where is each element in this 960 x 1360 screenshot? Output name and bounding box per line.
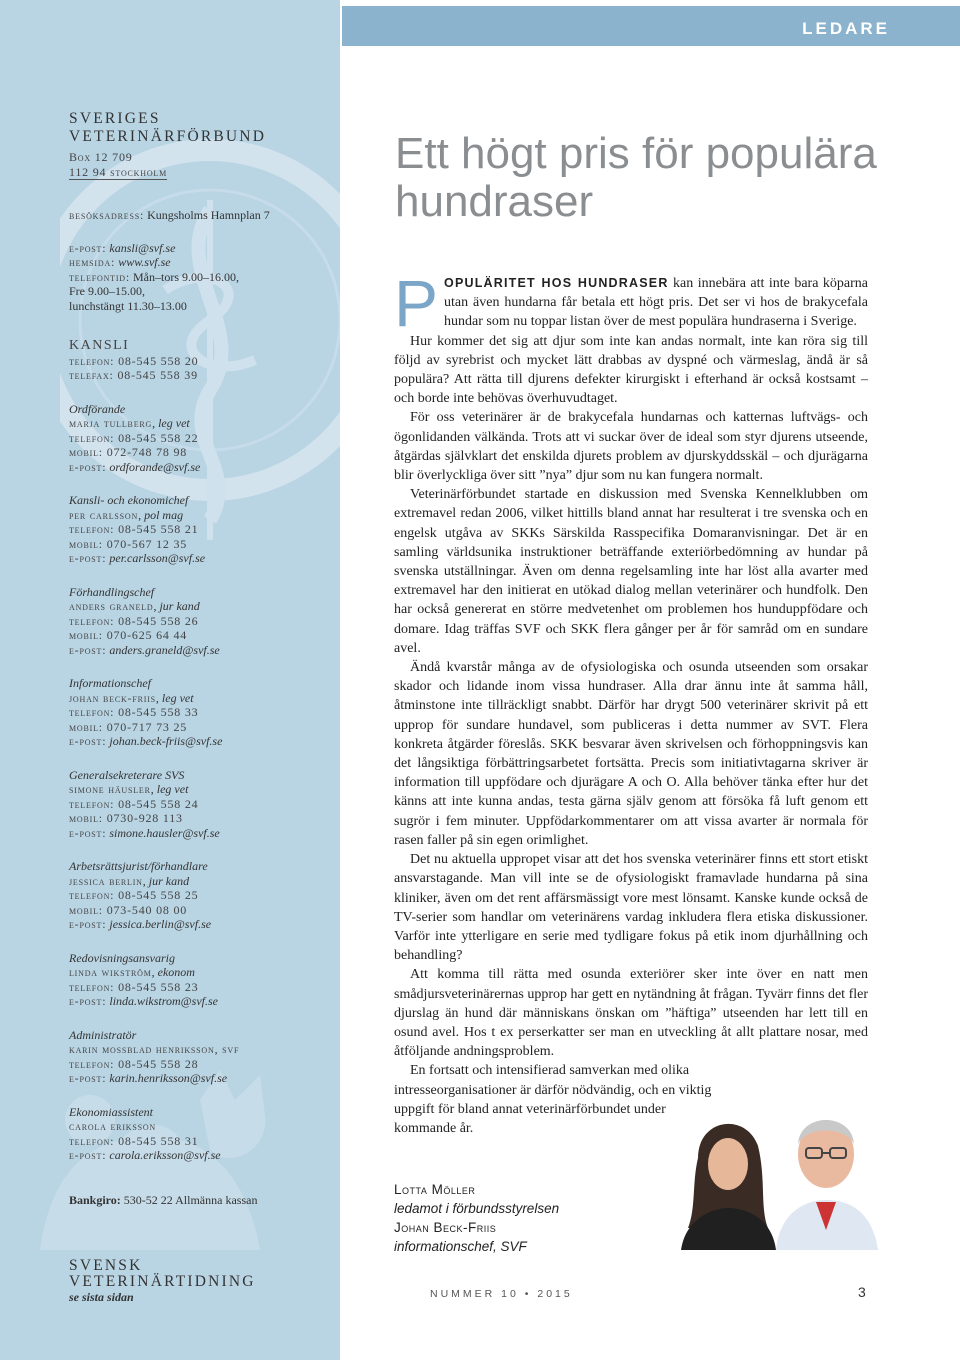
issue-footer — [430, 1288, 573, 1300]
staff-email-link[interactable]: ordforande@svf.se — [109, 459, 201, 474]
drop-cap: P — [394, 266, 439, 340]
general-contact: e-post: kansli@svf.se hemsida: www.svf.se telefontid: Mån–tors 9.00–16.00, Fre 9.00–15.00, lunchstängt 11.30–13.00 — [69, 240, 240, 313]
article-paragraph: Ändå kvarstår många av de ofysiologiska och osunda utseenden som orsakar skador och lidande inom vissa hundraser. Alla drar ännu inte åt samma håll, åtminstone inte tillräckligt snabbt. Därför har drygt 500 veterinärer skrivit på ett upprop för sundare hundavel, som publiceras i detta nummer av SVT. Flera konkreta åtgärder föreslås. SKK besvarar även skrivelsen och förhoppningsvis kan det långsiktiga förbättringsarbetet fortsätta. Precis som initiativtagarna skriver är information till uppfödare och djurägare A och O. Alla behöver tänka efter hur det känns att inte kunna andas, testa gärna själv genom att försöka få luft genom ett sugrör i fem minuter. Uppfödarkommentarer om att vissa avarter är normala för rasen faller på sin egen orimlighet. — [394, 660, 868, 848]
staff-name-line — [69, 1042, 329, 1057]
staff-phone: mobil: 070-717 73 25 — [69, 719, 188, 734]
staff-phone: telefon: 08-545 558 26 — [69, 613, 199, 628]
staff-contact — [69, 493, 329, 566]
staff-name: carola eriksson — [69, 1119, 157, 1133]
staff-degree: leg vet — [156, 782, 189, 796]
staff-email-label: e-post: — [69, 734, 107, 748]
staff-phone: telefon: 08-545 558 31 — [69, 1133, 199, 1148]
staff-phone: mobil: 0730-928 113 — [69, 811, 183, 825]
staff-email-line — [69, 1071, 329, 1086]
staff-email-label: e-post: — [69, 1071, 107, 1085]
staff-contact — [69, 676, 329, 749]
staff-degree: leg vet — [158, 416, 190, 430]
article-headline: Ett högt pris för populära hundraser — [395, 129, 877, 226]
staff-degree: pol mag — [144, 507, 184, 522]
staff-name: marja tullberg — [69, 416, 153, 430]
staff-phone: telefon: 08-545 558 21 — [69, 522, 199, 536]
staff-name: jessica berlin — [69, 873, 143, 888]
staff-contact — [69, 1105, 329, 1163]
staff-phone: telefon: 08-545 558 24 — [69, 796, 199, 811]
staff-name: anders graneld — [69, 599, 154, 613]
staff-role: Ekonomiassistent — [69, 1104, 153, 1119]
staff-name-line: anders graneld, jur kand — [69, 599, 200, 613]
staff-degree: leg vet — [161, 690, 194, 705]
staff-email-label: e-post: — [69, 994, 107, 1008]
staff-role: Generalsekreterare SVS — [69, 767, 185, 782]
staff-role: Administratör — [69, 1027, 137, 1042]
bank-info: Bankgiro: 530-52 22 Allmänna kassan — [69, 1192, 258, 1207]
staff-email-link[interactable]: anders.graneld@svf.se — [109, 642, 220, 657]
closing-paragraph: En fortsatt och intensifierad samverkan med olika intresseorganisationer är därför nödvändig, och en viktig uppgift för bland annat veterinärförbundet under kommande år. — [394, 1063, 712, 1136]
staff-contact — [69, 402, 329, 475]
website-link[interactable]: www.svf.se — [118, 255, 171, 269]
staff-email-link[interactable]: per.carlsson@svf.se — [109, 551, 206, 565]
staff-name-line: johan beck-friis, leg vet — [69, 690, 194, 705]
staff-email-label: e-post: — [69, 1148, 107, 1162]
staff-name-line: marja tullberg, leg vet — [69, 416, 190, 430]
section-header-band — [342, 6, 960, 46]
organization-name: SVERIGES VETERINÄRFÖRBUND — [69, 110, 267, 145]
staff-contact — [69, 768, 329, 841]
issue-label: NUMMER 10 — [430, 1288, 519, 1300]
postal-address: Box 12 709 112 94 stockholm — [69, 150, 167, 179]
staff-role: Förhandlingschef — [69, 584, 155, 599]
author-name-1: Lotta Möller — [394, 1182, 476, 1197]
article-paragraph: För oss veterinärer är de brakycefala hundarnas och katternas luftvägs- och ögonlidanden välkända. Trots att vi suckar över de ideal som styr djurens utseende, åtgärdas självklart det enskilda djurets problem av djurskyddsskäl – och djurägarna blir överlyckliga över sitt ”nya” djur som nu kan fungera normalt. — [394, 410, 868, 484]
staff-phone: mobil: 073-540 08 00 — [69, 902, 188, 917]
staff-email-label: e-post: — [69, 917, 107, 931]
staff-email-line — [69, 994, 329, 1009]
staff-phone: mobil: 072-748 78 98 — [69, 445, 188, 459]
lead-paragraph: POPULÄRITET HOS HUNDRASER kan innebära att inte bara köparna utan även hundarna får betala ett högt pris. Det ser vi hos de brakycefala hundar som nu toppar listan över de mest populära hundraserna i Sverige. — [394, 266, 868, 340]
author-role-1: ledamot i förbundsstyrelsen — [394, 1201, 560, 1216]
staff-name-line: simone häusler, leg vet — [69, 782, 189, 796]
staff-phone: telefon: 08-545 558 25 — [69, 888, 199, 902]
staff-role: Informationschef — [69, 676, 151, 690]
staff-phone: telefon: 08-545 558 23 — [69, 979, 199, 994]
staff-name: simone häusler — [69, 782, 151, 796]
staff-email-link[interactable]: johan.beck-friis@svf.se — [109, 734, 223, 748]
article-paragraph: Veterinärförbundet startade en diskussion med Svenska Kennelklubben om extremavel redan 2006, vilket hittills bland annat har resulterat i tre svenska och en engelsk utgåva av SKKs Särskilda Rasspecifika Domaranvisningar. Det är en samling världsunika instruktioner beträffande exteriörbedömning av hundar på svenska utställningar. Även om denna regelsamling inte har löst alla avarter med extremavel har den initierat en utökad dialog mellan veterinärer och hundfolk. Den har också genererat en större medvetenhet om problemen hos hunduppfödare och domare. Idag träffas SVF och SKK flera gånger per år för samråd om en sundare avel. — [394, 487, 868, 656]
lead-caps: OPULÄRITET HOS HUNDRASER — [444, 276, 669, 290]
staff-phone: telefon: 08-545 558 22 — [69, 430, 199, 445]
author-role-2: informationschef, SVF — [394, 1239, 527, 1254]
visit-address: besöksadress: Kungsholms Hamnplan 7 — [69, 208, 270, 222]
staff-name: johan beck-friis — [69, 690, 156, 705]
staff-role: Ordförande — [69, 401, 126, 416]
staff-email-line — [69, 734, 329, 749]
kansli-heading: KANSLI — [69, 338, 130, 353]
staff-name-line — [69, 1119, 329, 1134]
article-signature — [394, 1180, 559, 1256]
staff-contact-list — [69, 402, 329, 1163]
author-name-2: Johan Beck-Friis — [394, 1220, 497, 1235]
staff-email-link[interactable]: simone.hausler@svf.se — [109, 825, 220, 840]
staff-email-line — [69, 551, 329, 566]
staff-name: karin mossblad henriksson, svf — [69, 1042, 240, 1056]
staff-contact — [69, 951, 329, 1009]
staff-contact — [69, 1028, 329, 1086]
staff-degree: jur kand — [159, 599, 200, 613]
staff-email-line — [69, 826, 329, 841]
page-number: 3 — [858, 1284, 866, 1300]
staff-email-label: e-post: — [69, 642, 107, 657]
section-label: LEDARE — [802, 19, 890, 38]
staff-email-label: e-post: — [69, 459, 107, 474]
contact-sidebar — [0, 0, 340, 1360]
staff-degree: ekonom — [157, 965, 195, 979]
staff-contact — [69, 585, 329, 658]
staff-email-label: e-post: — [69, 825, 107, 840]
staff-role: Kansli- och ekonomichef — [69, 493, 189, 507]
staff-phone: mobil: 070-567 12 35 — [69, 536, 188, 551]
article-paragraph: Det nu aktuella uppropet visar att det hos svenska veterinärer finns ett stort etiskt ansvarstagande. Man vill inte se de ofysiologiskt framavlade hundarna på sina kliniker, även om det rent affärsmässigt vore mest lönsamt. Kanske kunde också de TV-serier som handlar om veterinärens vardag inkludera flera etiska diskussioner. Varför inte ytterligare en serie med tydligare fokus på etik inom djurhållning och behandling? — [394, 852, 868, 964]
staff-name: per carlsson — [69, 507, 139, 522]
staff-role: Arbetsrättsjurist/förhandlare — [69, 859, 208, 873]
article-paragraph: Hur kommer det sig att djur som inte kan andas normalt, inte kan röra sig till följd av syrebrist och mycket lätt drabbas av dyspné och värmeslag, ändå är så populära? Att rätta till djurens defekter kirurgiskt i efterhand är också kostsamt – och borde inte behövas överhuvudtaget. — [394, 333, 868, 407]
staff-role: Redovisningsansvarig — [69, 950, 175, 965]
staff-phone: mobil: 070-625 64 44 — [69, 628, 188, 642]
staff-email-line — [69, 643, 329, 658]
staff-email-link[interactable]: karin.henriksson@svf.se — [109, 1071, 228, 1085]
staff-name: linda wikström — [69, 965, 152, 979]
staff-name-line: per carlsson, pol mag — [69, 507, 184, 522]
kansli-contact: telefon: 08-545 558 20 telefax: 08-545 558 39 — [69, 353, 199, 382]
staff-phone: telefon: 08-545 558 28 — [69, 1056, 199, 1071]
issue-year: 2015 — [537, 1288, 573, 1300]
staff-email-label: e-post: — [69, 551, 107, 565]
article-body — [394, 266, 868, 1138]
article-paragraphs — [394, 332, 868, 1062]
staff-email-link[interactable]: carola.eriksson@svf.se — [109, 1148, 221, 1162]
general-email-link[interactable]: kansli@svf.se — [109, 240, 176, 255]
journal-subtext: se sista sidan — [69, 1290, 134, 1304]
staff-contact — [69, 859, 329, 932]
footer-bullet: • — [524, 1288, 532, 1300]
journal-name: SVENSK VETERINÄRTIDNING — [69, 1257, 256, 1290]
staff-email-link[interactable]: jessica.berlin@svf.se — [109, 917, 212, 931]
staff-email-line — [69, 917, 329, 932]
staff-email-link[interactable]: linda.wikstrom@svf.se — [109, 994, 218, 1008]
staff-name-line: jessica berlin, jur kand — [69, 873, 190, 888]
staff-phone: telefon: 08-545 558 33 — [69, 705, 199, 719]
staff-degree: jur kand — [148, 873, 190, 888]
authors-photo — [676, 1098, 878, 1250]
staff-name-line: linda wikström, ekonom — [69, 965, 195, 979]
article-paragraph: Att komma till rätta med osunda exteriörer sker inte över en natt men smådjursveterinärernas upprop har gett en nytändning åt frågan. Tyvärr finns det fler djurslag än hund där människans önskan om ”häftiga” utseenden har lett till en osund avel. Hos t ex perserkatter ser man en utveckling åt allt plattare nosar, med åtföljande andningsproblem. — [394, 967, 868, 1060]
staff-email-line — [69, 1148, 329, 1163]
staff-email-line — [69, 460, 329, 475]
